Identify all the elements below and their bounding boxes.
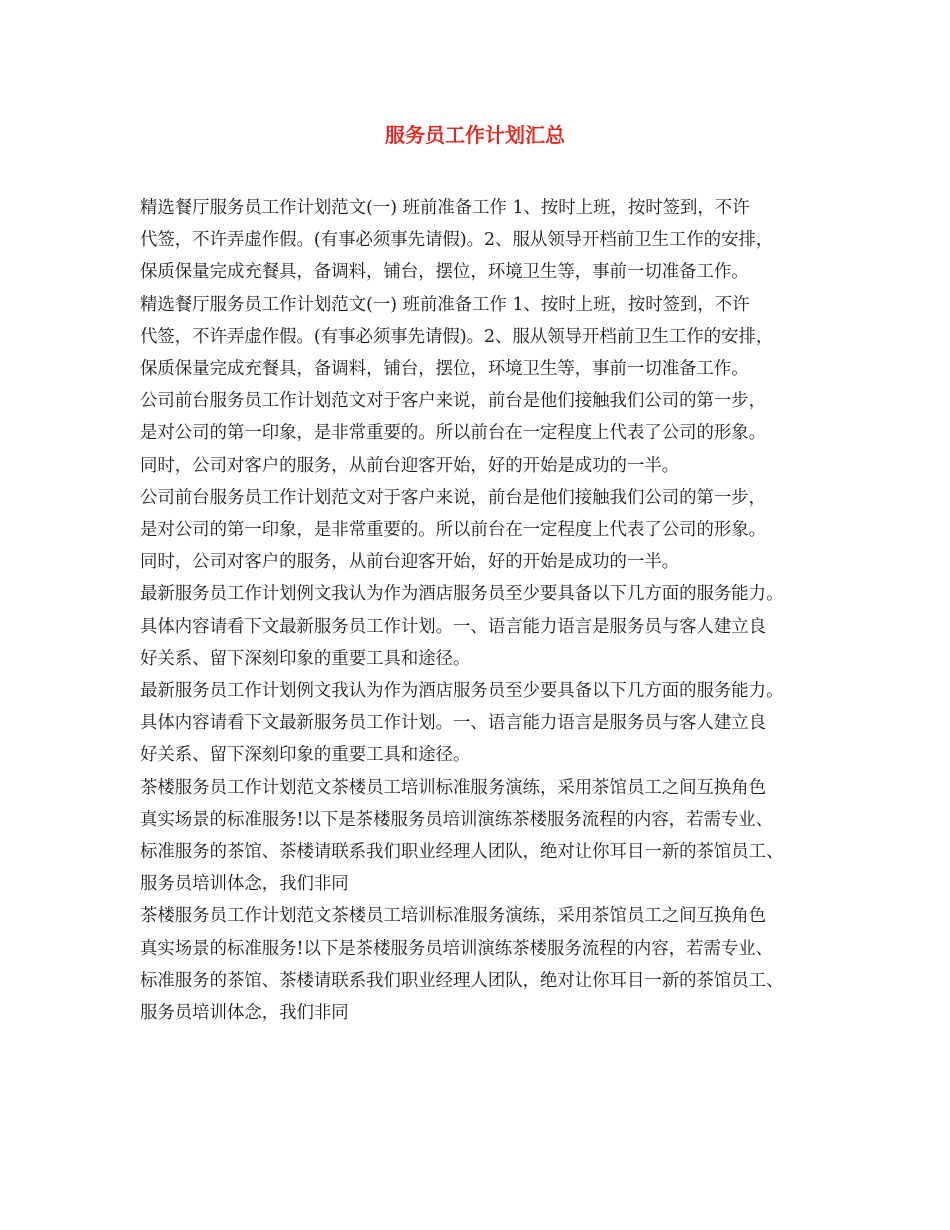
paragraph-line: 真实场景的标准服务!以下是茶楼服务员培训演练茶楼服务流程的内容，若需专业、: [140, 809, 774, 830]
paragraph-line: 服务员培训体念，我们非同: [140, 874, 349, 895]
paragraph: [140, 772, 830, 901]
document-body: [140, 192, 830, 1029]
paragraph-line: 具体内容请看下文最新服务员工作计划。一、语言能力语言是服务员与客人建立良: [140, 713, 767, 734]
paragraph-line: 好关系、留下深刻印象的重要工具和途径。: [140, 648, 471, 669]
paragraph-line: 精选餐厅服务员工作计划范文(一) 班前准备工作 1、按时上班，按时签到，不许: [140, 294, 750, 315]
paragraph: [140, 675, 830, 772]
paragraph: [140, 385, 830, 482]
paragraph-line: 代签，不许弄虚作假。(有事必须事先请假)。2、服从领导开档前卫生工作的安排，: [140, 326, 774, 347]
paragraph: [140, 578, 830, 675]
paragraph-line: 服务员培训体念，我们非同: [140, 1003, 349, 1024]
paragraph-line: 好关系、留下深刻印象的重要工具和途径。: [140, 745, 471, 766]
paragraph-line: 精选餐厅服务员工作计划范文(一) 班前准备工作 1、按时上班，按时签到，不许: [140, 198, 750, 218]
paragraph: [140, 289, 830, 386]
paragraph-line: 代签，不许弄虚作假。(有事必须事先请假)。2、服从领导开档前卫生工作的安排，: [140, 230, 774, 251]
paragraph-line: 标准服务的茶馆、茶楼请联系我们职业经理人团队，绝对让你耳目一新的茶馆员工、: [140, 970, 784, 991]
paragraph-line: 最新服务员工作计划例文我认为作为酒店服务员至少要具备以下几方面的服务能力。: [140, 681, 784, 702]
paragraph-line: 同时，公司对客户的服务，从前台迎客开始，好的开始是成功的一半。: [140, 455, 680, 476]
paragraph: [140, 192, 830, 289]
paragraph-line: 真实场景的标准服务!以下是茶楼服务员培训演练茶楼服务流程的内容，若需专业、: [140, 938, 774, 959]
paragraph-line: 具体内容请看下文最新服务员工作计划。一、语言能力语言是服务员与客人建立良: [140, 616, 767, 637]
paragraph-line: 公司前台服务员工作计划范文对于客户来说，前台是他们接触我们公司的第一步，: [140, 391, 767, 412]
paragraph-line: 茶楼服务员工作计划范文茶楼员工培训标准服务演练，采用茶馆员工之间互换角色: [140, 777, 767, 798]
paragraph: [140, 900, 830, 1029]
paragraph-line: 保质保量完成充餐具，备调料，铺台，摆位，环境卫生等，事前一切准备工作。: [140, 262, 749, 283]
paragraph-line: 公司前台服务员工作计划范文对于客户来说，前台是他们接触我们公司的第一步，: [140, 487, 767, 508]
paragraph-line: 茶楼服务员工作计划范文茶楼员工培训标准服务演练，采用茶馆员工之间互换角色: [140, 906, 767, 927]
paragraph-line: 是对公司的第一印象，是非常重要的。所以前台在一定程度上代表了公司的形象。: [140, 423, 767, 444]
document-title: 服务员工作计划汇总: [385, 123, 565, 147]
paragraph-line: 标准服务的茶馆、茶楼请联系我们职业经理人团队，绝对让你耳目一新的茶馆员工、: [140, 842, 784, 863]
paragraph-line: 最新服务员工作计划例文我认为作为酒店服务员至少要具备以下几方面的服务能力。: [140, 584, 784, 605]
paragraph-line: 同时，公司对客户的服务，从前台迎客开始，好的开始是成功的一半。: [140, 552, 680, 573]
paragraph: [140, 482, 830, 579]
paragraph-line: 是对公司的第一印象，是非常重要的。所以前台在一定程度上代表了公司的形象。: [140, 520, 767, 541]
paragraph-line: 保质保量完成充餐具，备调料，铺台，摆位，环境卫生等，事前一切准备工作。: [140, 359, 749, 380]
